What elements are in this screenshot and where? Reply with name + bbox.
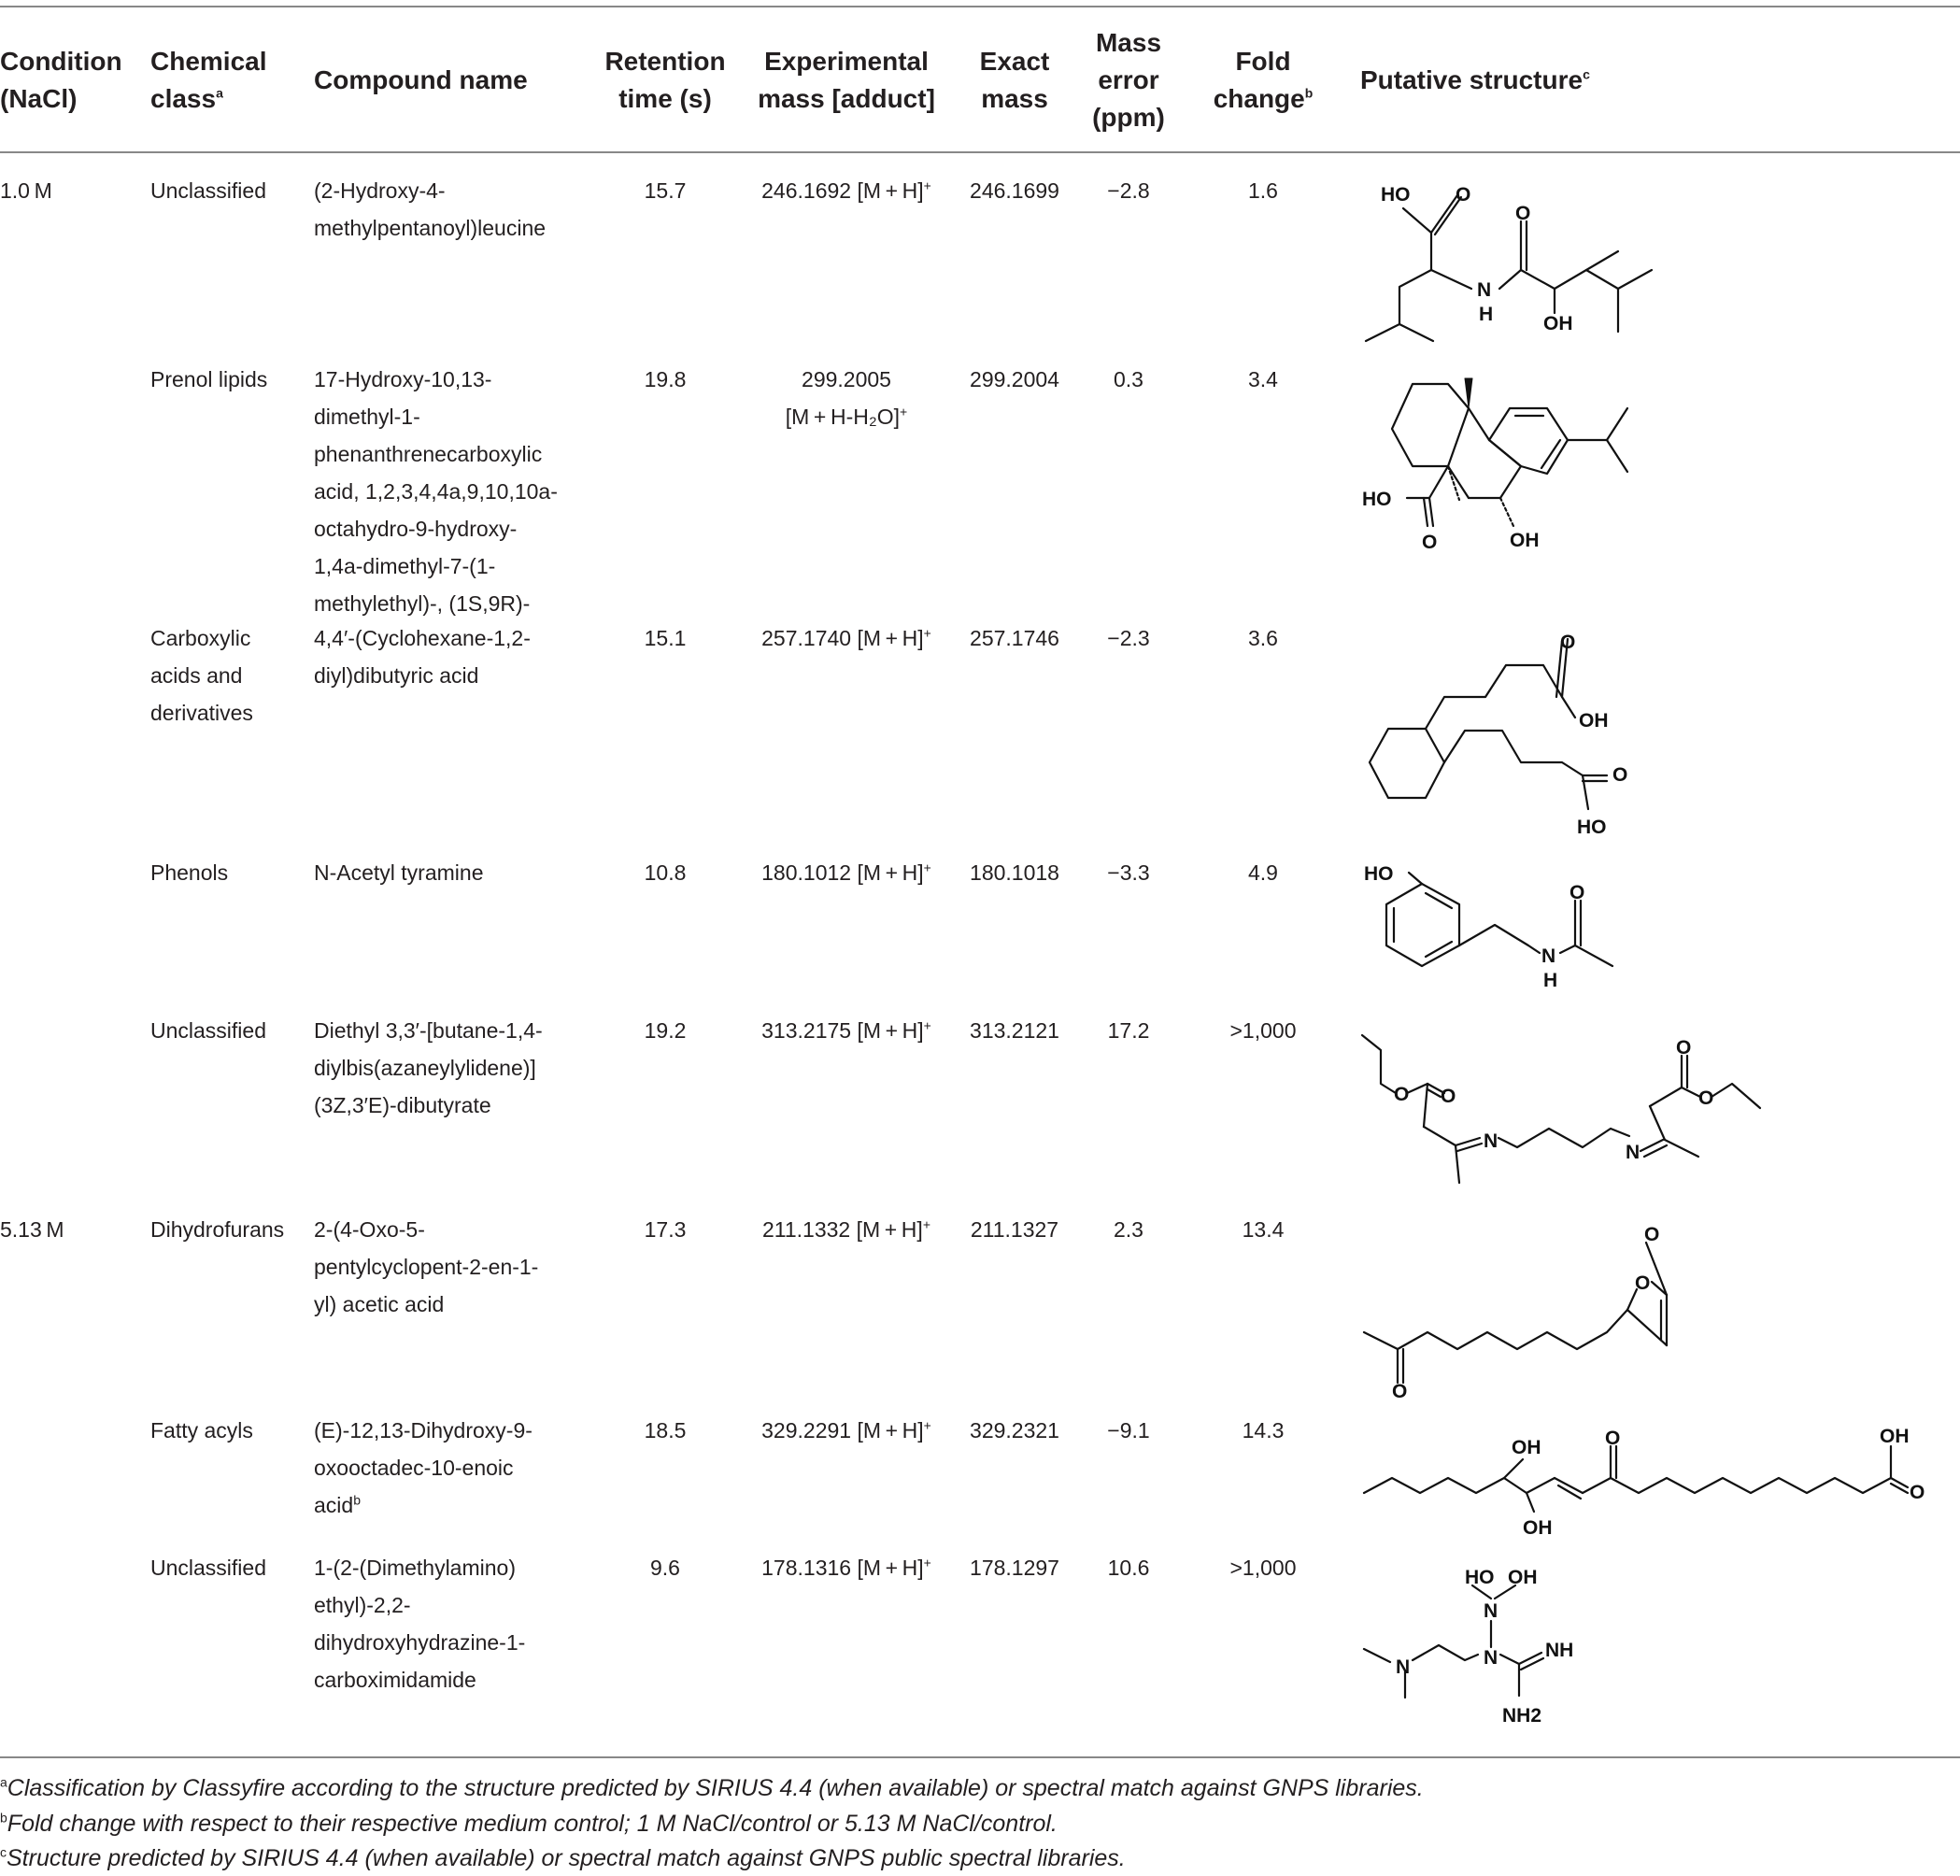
header-experimental-mass: Experimental mass [adduct] [758, 47, 935, 113]
cell-fold-change: 3.4 [1248, 367, 1278, 391]
cell-fold-change: 13.4 [1242, 1217, 1285, 1242]
cell-mass-error: −9.1 [1107, 1418, 1150, 1443]
cell-mass-error: 2.3 [1114, 1217, 1143, 1242]
cell-experimental-mass: 178.1316 [M + H]+ [761, 1555, 931, 1580]
structure-dihydrofuranone [1355, 1215, 1663, 1401]
cell-retention-time: 15.7 [644, 178, 687, 203]
cell-condition: 1.0 M [0, 178, 52, 203]
cell-mass-error: 10.6 [1107, 1556, 1150, 1580]
cell-chemical-class: Carboxylic acids and derivatives [150, 626, 253, 725]
header-condition: Condition (NaCl) [0, 47, 122, 113]
cell-fold-change: >1,000 [1229, 1018, 1297, 1043]
atom-label: OH [1543, 313, 1573, 334]
cell-exact-mass: 178.1297 [970, 1556, 1059, 1580]
cell-mass-error: −3.3 [1107, 860, 1150, 885]
table-top-rule [0, 6, 1960, 7]
structure-prenol-lipid [1355, 360, 1663, 556]
cell-exact-mass: 257.1746 [970, 626, 1059, 650]
cell-fold-change: 1.6 [1248, 178, 1278, 203]
footnote-c: $^c$Structure predicted by SIRIUS 4.4 (when available) or spectral match against GNPS public spectral libraries. [0, 1844, 1126, 1871]
cell-compound-name: Diethyl 3,3′-[butane-1,4- diylbis(azaneylylidene)] (3Z,3′E)-dibutyrate [314, 1018, 543, 1117]
cell-fold-change: 3.6 [1248, 626, 1278, 650]
atom-label: O [1910, 1482, 1925, 1503]
cell-compound-name: 1-(2-(Dimethylamino) ethyl)-2,2- dihydroxyhydrazine-1- carboximidamide [314, 1556, 526, 1692]
atom-label: N [1484, 1600, 1498, 1622]
header-exact-mass: Exact mass [979, 47, 1050, 113]
cell-compound-name: (E)-12,13-Dihydroxy-9- oxooctadec-10-enoic acid$^b$ [314, 1418, 533, 1517]
cell-retention-time: 10.8 [644, 860, 687, 885]
structure-hydroxymethylpentanoyl-leucine [1355, 173, 1663, 350]
cell-chemical-class: Unclassified [150, 1556, 266, 1580]
atom-label: O [1441, 1086, 1456, 1107]
atom-label: O [1560, 632, 1576, 653]
atom-label: NH2 [1502, 1705, 1542, 1727]
cell-fold-change: 14.3 [1242, 1418, 1285, 1443]
cell-compound-name: (2-Hydroxy-4- methylpentanoyl)leucine [314, 178, 547, 240]
header-chemical-class: Chemical class$^a$ [150, 47, 267, 113]
cell-compound-name: 4,4′-(Cyclohexane-1,2- diyl)dibutyric acid [314, 626, 531, 688]
cell-chemical-class: Fatty acyls [150, 1418, 253, 1443]
cell-experimental-mass: 257.1740 [M + H]+ [761, 625, 931, 650]
cell-retention-time: 9.6 [650, 1556, 680, 1580]
atom-label: OH [1579, 710, 1609, 732]
structure-cyclohexane-dibutyric-acid [1355, 626, 1663, 850]
cell-retention-time: 19.8 [644, 367, 687, 391]
atom-label: O [1515, 203, 1531, 224]
atom-label: HO [1465, 1567, 1495, 1588]
atom-label: O [1676, 1037, 1692, 1059]
atom-label: H [1479, 304, 1494, 325]
atom-label: O [1612, 764, 1628, 786]
cell-retention-time: 15.1 [644, 626, 687, 650]
cell-mass-error: −2.8 [1107, 178, 1150, 203]
cell-chemical-class: Unclassified [150, 1018, 266, 1043]
cell-chemical-class: Unclassified [150, 178, 266, 203]
footnote-a: $^a$Classification by Classyfire according to the structure predicted by SIRIUS 4.4 (when available) or spectral match against GNPS libraries. [0, 1774, 1424, 1801]
atom-label: HO [1577, 817, 1607, 838]
atom-label: H [1543, 970, 1558, 991]
atom-label: O [1644, 1224, 1660, 1245]
cell-chemical-class: Phenols [150, 860, 229, 885]
cell-experimental-mass: 180.1012 [M + H]+ [761, 860, 931, 885]
cell-compound-name: N-Acetyl tyramine [314, 860, 484, 885]
cell-chemical-class: Dihydrofurans [150, 1217, 285, 1242]
atom-label: HO [1381, 184, 1411, 206]
footnote-b: $^b$Fold change with respect to their respective medium control; 1 M NaCl/control or 5.13 M NaCl/control. [0, 1810, 1058, 1837]
atom-label: OH [1523, 1517, 1553, 1539]
cell-retention-time: 18.5 [644, 1418, 687, 1443]
cell-compound-name: 17-Hydroxy-10,13- dimethyl-1- phenanthrenecarboxylic acid, 1,2,3,4,4a,9,10,10a- octahydro-9-hydroxy- 1,4a-dimethyl-7-(1- methylethyl)-, (1S,9R)- [314, 367, 558, 616]
structure-dimethylaminoethyl-hydrazine [1355, 1556, 1663, 1742]
header-bottom-rule [0, 151, 1960, 153]
header-retention-time: Retention time (s) [604, 47, 726, 113]
cell-fold-change: >1,000 [1229, 1556, 1297, 1580]
cell-exact-mass: 180.1018 [970, 860, 1059, 885]
atom-label: OH [1508, 1567, 1538, 1588]
header-compound-name: Compound name [314, 65, 528, 94]
structure-dihydroxy-oxooctadecenoic-acid [1355, 1420, 1943, 1551]
cell-experimental-mass: 299.2005 [M + H-H₂O]+ [785, 367, 908, 429]
atom-label: O [1605, 1428, 1621, 1449]
cell-mass-error: 17.2 [1107, 1018, 1150, 1043]
atom-label: O [1392, 1381, 1408, 1402]
cell-exact-mass: 313.2121 [970, 1018, 1059, 1043]
atom-label: N [1396, 1656, 1411, 1678]
cell-compound-name: 2-(4-Oxo-5- pentylcyclopent-2-en-1- yl) acetic acid [314, 1217, 539, 1316]
header-mass-error: Mass error (ppm) [1092, 28, 1165, 132]
cell-condition: 5.13 M [0, 1217, 64, 1242]
atom-label: N [1477, 279, 1492, 301]
structure-diethyl-dibutyrate [1355, 1028, 1822, 1205]
atom-label: O [1698, 1087, 1714, 1109]
atom-label: OH [1512, 1437, 1541, 1458]
atom-label: OH [1510, 530, 1540, 551]
atom-label: OH [1880, 1426, 1910, 1447]
cell-mass-error: 0.3 [1114, 367, 1143, 391]
cell-experimental-mass: 329.2291 [M + H]+ [761, 1417, 931, 1443]
structure-n-acetyl-tyramine [1355, 860, 1663, 1009]
atom-label: NH [1545, 1640, 1574, 1661]
cell-mass-error: −2.3 [1107, 626, 1150, 650]
atom-label: N [1484, 1647, 1498, 1669]
cell-exact-mass: 329.2321 [970, 1418, 1059, 1443]
cell-exact-mass: 299.2004 [970, 367, 1059, 391]
header-putative-structure: Putative structure$^c$ [1360, 65, 1590, 94]
atom-label: N [1541, 945, 1556, 967]
atom-label: HO [1362, 489, 1392, 510]
atom-label: O [1456, 184, 1471, 206]
cell-fold-change: 4.9 [1248, 860, 1278, 885]
atom-label: O [1394, 1084, 1410, 1105]
cell-exact-mass: 246.1699 [970, 178, 1059, 203]
cell-experimental-mass: 246.1692 [M + H]+ [761, 178, 931, 203]
atom-label: HO [1364, 863, 1394, 885]
atom-label: O [1569, 882, 1585, 903]
cell-exact-mass: 211.1327 [970, 1217, 1059, 1242]
cell-retention-time: 17.3 [644, 1217, 687, 1242]
atom-label: O [1635, 1272, 1651, 1294]
atom-label: N [1484, 1130, 1498, 1152]
table-bottom-rule [0, 1756, 1960, 1758]
atom-label: O [1422, 532, 1438, 553]
cell-chemical-class: Prenol lipids [150, 367, 268, 391]
cell-experimental-mass: 313.2175 [M + H]+ [761, 1017, 931, 1043]
cell-retention-time: 19.2 [644, 1018, 687, 1043]
cell-experimental-mass: 211.1332 [M + H]+ [762, 1216, 930, 1242]
atom-label: N [1626, 1142, 1640, 1163]
header-fold-change: Fold change$^b$ [1213, 47, 1314, 113]
